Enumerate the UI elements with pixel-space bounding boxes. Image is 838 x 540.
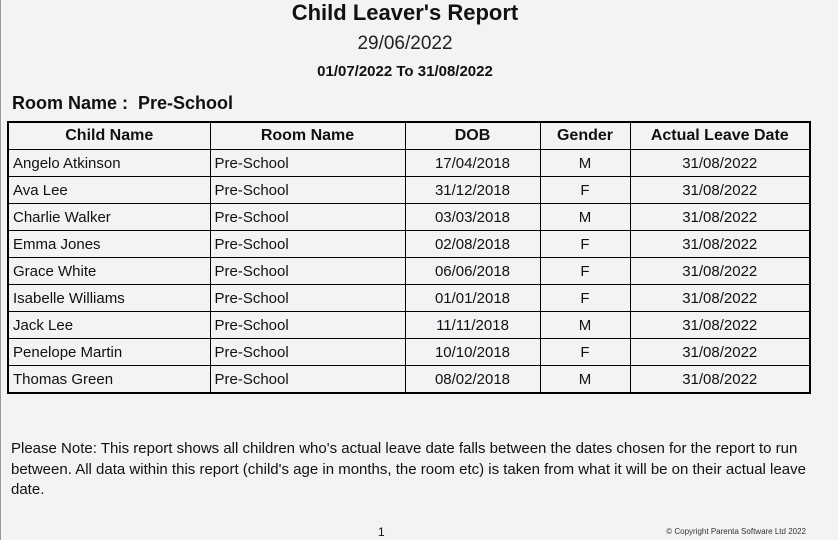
column-header-gender: Gender bbox=[540, 122, 630, 150]
column-header-child-name: Child Name bbox=[8, 122, 210, 150]
cell-dob: 10/10/2018 bbox=[405, 339, 540, 366]
cell-room-name: Pre-School bbox=[210, 285, 405, 312]
cell-leave-date: 31/08/2022 bbox=[630, 150, 810, 177]
table-header-row bbox=[8, 122, 810, 150]
cell-gender: F bbox=[540, 258, 630, 285]
cell-child-name: Isabelle Williams bbox=[8, 285, 210, 312]
table-row bbox=[8, 258, 810, 285]
cell-gender: M bbox=[540, 204, 630, 231]
cell-child-name: Charlie Walker bbox=[8, 204, 210, 231]
cell-room-name: Pre-School bbox=[210, 312, 405, 339]
page-number: 1 bbox=[378, 525, 385, 539]
cell-child-name: Jack Lee bbox=[8, 312, 210, 339]
cell-room-name: Pre-School bbox=[210, 204, 405, 231]
cell-gender: F bbox=[540, 339, 630, 366]
page-left-border bbox=[0, 0, 1, 540]
cell-gender: F bbox=[540, 285, 630, 312]
report-title: Child Leaver's Report bbox=[291, 0, 519, 25]
cell-leave-date: 31/08/2022 bbox=[630, 312, 810, 339]
cell-gender: M bbox=[540, 366, 630, 394]
cell-child-name: Ava Lee bbox=[8, 177, 210, 204]
room-name-heading: Room Name : Pre-School bbox=[12, 93, 234, 113]
cell-child-name: Angelo Atkinson bbox=[8, 150, 210, 177]
cell-leave-date: 31/08/2022 bbox=[630, 258, 810, 285]
column-header-room-name: Room Name bbox=[210, 122, 405, 150]
table-row bbox=[8, 366, 810, 394]
cell-room-name: Pre-School bbox=[210, 150, 405, 177]
cell-dob: 31/12/2018 bbox=[405, 177, 540, 204]
print-date: 29/06/2022 bbox=[357, 33, 453, 54]
table-row bbox=[8, 204, 810, 231]
cell-room-name: Pre-School bbox=[210, 177, 405, 204]
table-row bbox=[8, 339, 810, 366]
table-row bbox=[8, 177, 810, 204]
report-note: Please Note: This report shows all children who's actual leave date falls between the dates chosen for the report to run between. All data within this report (child's age in months, the room etc) is taken from what it will be on their actual leave date. bbox=[11, 440, 806, 498]
cell-child-name: Grace White bbox=[8, 258, 210, 285]
cell-leave-date: 31/08/2022 bbox=[630, 366, 810, 394]
cell-dob: 06/06/2018 bbox=[405, 258, 540, 285]
cell-leave-date: 31/08/2022 bbox=[630, 285, 810, 312]
date-range: 01/07/2022 To 31/08/2022 bbox=[317, 63, 493, 80]
cell-leave-date: 31/08/2022 bbox=[630, 231, 810, 258]
table-row bbox=[8, 285, 810, 312]
cell-child-name: Thomas Green bbox=[8, 366, 210, 394]
cell-dob: 01/01/2018 bbox=[405, 285, 540, 312]
table-row bbox=[8, 231, 810, 258]
cell-leave-date: 31/08/2022 bbox=[630, 339, 810, 366]
table-row bbox=[8, 150, 810, 177]
cell-dob: 02/08/2018 bbox=[405, 231, 540, 258]
cell-room-name: Pre-School bbox=[210, 231, 405, 258]
cell-room-name: Pre-School bbox=[210, 339, 405, 366]
cell-leave-date: 31/08/2022 bbox=[630, 177, 810, 204]
column-header-dob: DOB bbox=[405, 122, 540, 150]
cell-leave-date: 31/08/2022 bbox=[630, 204, 810, 231]
cell-room-name: Pre-School bbox=[210, 258, 405, 285]
cell-gender: M bbox=[540, 312, 630, 339]
cell-dob: 08/02/2018 bbox=[405, 366, 540, 394]
table-row bbox=[8, 312, 810, 339]
cell-dob: 03/03/2018 bbox=[405, 204, 540, 231]
copyright-notice: © Copyright Parenta Software Ltd 2022 bbox=[666, 527, 806, 536]
cell-gender: F bbox=[540, 177, 630, 204]
column-header-leave-date: Actual Leave Date bbox=[630, 122, 810, 150]
cell-gender: M bbox=[540, 150, 630, 177]
cell-child-name: Penelope Martin bbox=[8, 339, 210, 366]
cell-dob: 11/11/2018 bbox=[405, 312, 540, 339]
cell-child-name: Emma Jones bbox=[8, 231, 210, 258]
cell-dob: 17/04/2018 bbox=[405, 150, 540, 177]
child-leaver-table bbox=[7, 121, 811, 394]
cell-gender: F bbox=[540, 231, 630, 258]
cell-room-name: Pre-School bbox=[210, 366, 405, 394]
